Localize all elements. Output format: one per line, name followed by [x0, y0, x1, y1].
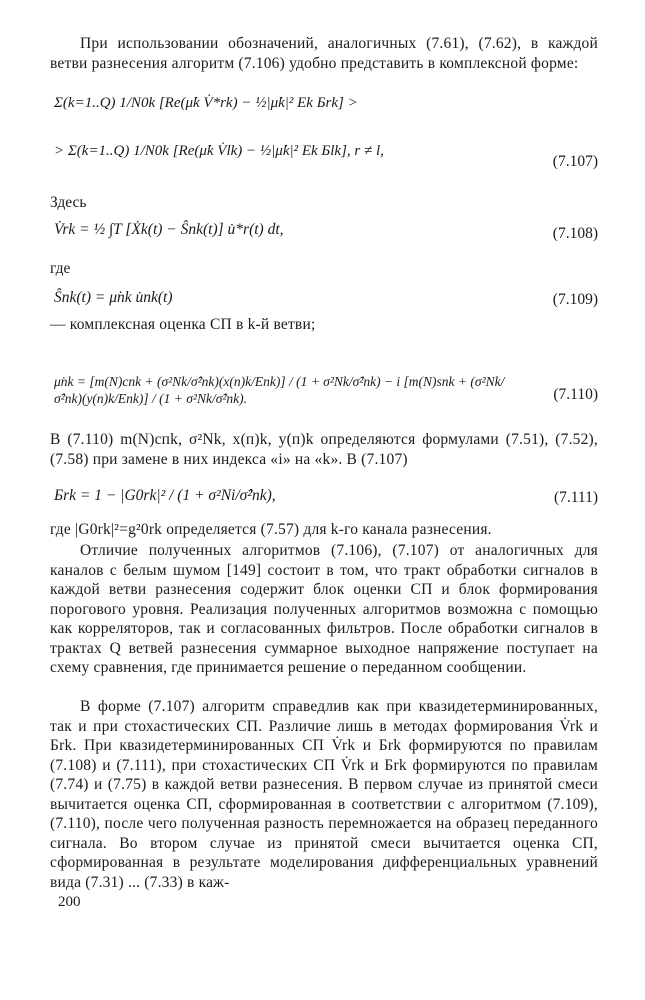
paragraph-g0rk: где |G0rk|²=g²0rk определяется (7.57) для k-го канала разнесения.	[50, 521, 492, 538]
equation-7-107-line1-body: Σ(k=1..Q) 1/N0k [Re(μ̇k V̇*rk) − ½|μ̇k|² Ek Бrk] >	[54, 95, 358, 111]
paragraph-definitions: В (7.110) m(N)cпk, σ²Nk, x(п)k, y(п)k определяются формулами (7.51), (7.52), (7.58) при замене в них индекса «i» на «k». В (7.107)	[50, 431, 598, 468]
label-gde: где	[50, 260, 71, 277]
equation-7-109	[50, 280, 598, 320]
paragraph-difference: Отличие полученных алгоритмов (7.106), (7.107) от аналогичных для каналов с белым шумом [149] состоит в том, что тракт обработки сигналов в каждой ветви разнесения содержит блок оценки СП и блок формирования порогового уровня. Реализация полученных алгоритмов возможна с помощью как корреляторов, так и согласованных фильтров. После обработки сигналов в трактах Q ветвей разнесения суммарное выходное напряжение поступает на схему сравнения, где принимается решение о переданном сообщении.	[50, 542, 598, 676]
equation-number-7-108: (7.108)	[552, 225, 598, 242]
equation-7-111-body: Бrk = 1 − |G0rk|² / (1 + σ²Ni/σ̂²пk),	[54, 487, 276, 504]
paragraph-intro: При использовании обозначений, аналогичных (7.61), (7.62), в каждой ветви разнесения алгоритм (7.106) удобно представить в комплексной форме:	[50, 35, 598, 72]
equation-number-7-107: (7.107)	[552, 153, 598, 170]
page-number: 200	[58, 894, 81, 910]
equation-number-7-111: (7.111)	[553, 489, 598, 506]
equation-7-110	[50, 345, 598, 425]
equation-number-7-109: (7.109)	[552, 291, 598, 308]
equation-7-109-body: Ŝпk(t) = μ̇пk u̇пk(t)	[54, 289, 173, 306]
paragraph-form: В форме (7.107) алгоритм справедлив как при квазидетерминированных, так и при стохастических СП. Различие лишь в методах формирования V̇rk и Бrk. При квазидетерминированных СП V̇rk и Бrk формируются по правилам (7.108) и (7.111), при стохастических СП V̇rk и Бrk формируются по правилам (7.74) и (7.75) в каждой ветви разнесения. В первом случае из принятой смеси вычитается оценка СП, сформированная в соответствии с алгоритмом (7.109), (7.110), после чего полученная разность перемножается на образец переданного сигнала. Во втором случае из принятой смеси вычитается оценка СП, сформированная в результате моделирования дифференциальных уравнений вида (7.31) ... (7.33) в каж-	[50, 698, 598, 891]
equation-number-7-110: (7.110)	[553, 386, 598, 403]
paragraph-estimate: — комплексная оценка СП в k-й ветви;	[50, 316, 316, 333]
equation-7-110-body: μ̇пk = [m(N)cпk + (σ²Nk/σ̂²пk)(x(п)k/Eпk)] / (1 + σ²Nk/σ̂²пk) − i [m(N)sпk + (σ²Nk/σ̂²пk)(y(п)k/Eпk)] / (1 + σ²Nk/σ̂²пk).	[54, 374, 505, 406]
equation-7-107-line2-body: > Σ(k=1..Q) 1/N0k [Re(μ̇k V̇lk) − ½|μ̇k|² Ek Бlk], r ≠ l,	[54, 143, 384, 159]
equation-7-107-line2	[50, 142, 598, 182]
label-zdes: Здесь	[50, 194, 87, 211]
equation-7-108-body: V̇rk = ½ ∫T [Ẋk(t) − Ŝпk(t)] u̇*r(t) dt,	[54, 221, 284, 238]
equation-7-111	[50, 476, 598, 516]
equation-7-108	[50, 214, 598, 254]
equation-7-107-line1	[50, 94, 598, 134]
